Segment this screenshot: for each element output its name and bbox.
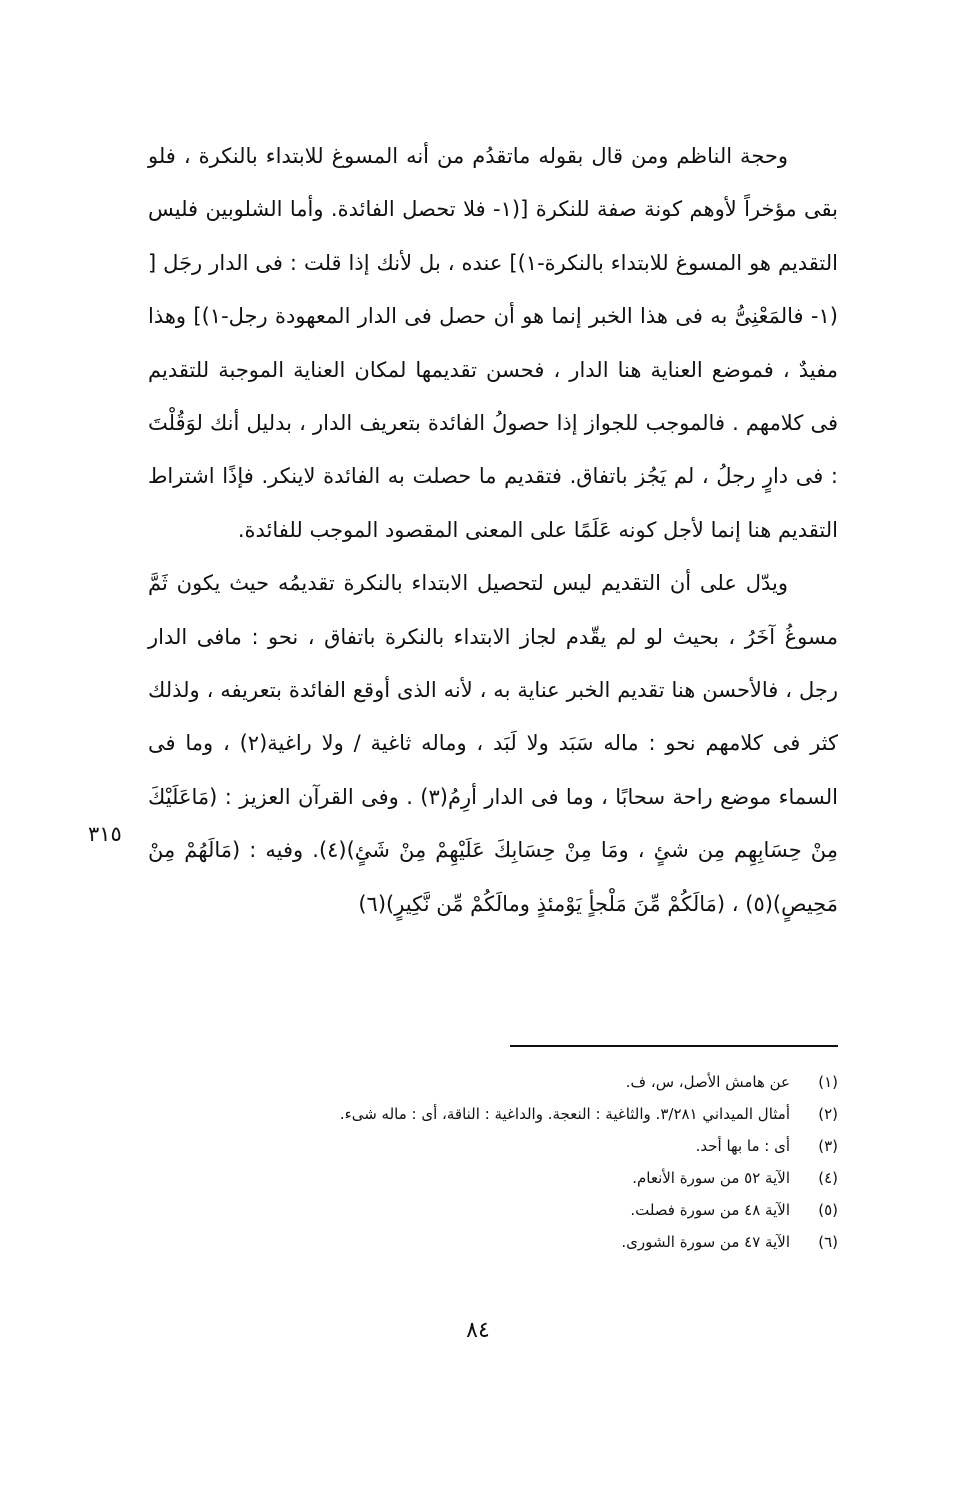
paragraph-1: وحجة الناظم ومن قال بقوله ماتقدُم من أنه المسوغ للابتداء بالنكرة ، فلو بقى مؤخراً لأوهم كونة صفة للنكرة [(١- فلا تحصل الفائدة. وأما الشلوبين فليس التقديم هو المسوغ للابتداء بالنكرة-١)] عنده ، بل لأنك إذا قلت : فى الدار رجَل [ (١- فالمَعْنِىُّ به فى هذا الخبر إنما هو أن حصل فى الدار المعهودة رجل-١)] وهذا مفيدٌ ، فموضع العناية هنا الدار ، فحسن تقديمها لمكان العناية الموجبة للتقديم فى كلامهم . فالموجب للجواز إذا حصولُ الفائدة بتعريف الدار ، بدليل أنك لوَقُلْتَ : فى دارٍ رجلُ ، لم يَجُز باتفاق. فتقديم ما حصلت به الفائدة لاينكر. فإذًا اشتراط التقديم هنا إنما لأجل كونه عَلَمًا على المعنى المقصود الموجب للفائدة. xyxy=(148,144,839,542)
footnote-item xyxy=(230,1194,838,1226)
footnote-number: (٣) xyxy=(818,1137,838,1155)
footnote-number: (٥) xyxy=(818,1201,838,1219)
footnote-text: الآية ٤٨ من سورة فصلت. xyxy=(630,1201,790,1219)
page-number: ٨٤ xyxy=(466,1318,490,1343)
footnote-number: (٦) xyxy=(818,1233,838,1251)
footnote-number: (٢) xyxy=(818,1105,838,1123)
footnote-number: (٤) xyxy=(818,1169,838,1187)
footnote-item xyxy=(230,1066,838,1098)
footnotes xyxy=(230,1066,838,1258)
footnote-separator xyxy=(510,1045,838,1047)
main-text xyxy=(148,130,838,931)
margin-manuscript-number: ٣١٥ xyxy=(88,822,122,846)
footnote-text: أى : ما بها أحد. xyxy=(695,1137,790,1155)
footnote-number: (١) xyxy=(818,1073,838,1091)
footnote-item xyxy=(230,1162,838,1194)
footnote-item xyxy=(230,1098,838,1130)
paragraph-2: ويدّل على أن التقديم ليس لتحصيل الابتداء بالنكرة تقديمُه حيث يكون ثَمَّ مسوغُ آخَرُ ، بحيث لو لم يقّدم لجاز الابتداء بالنكرة باتفاق ، نحو : مافى الدار رجل ، فالأحسن هنا تقديم الخبر عناية به ، لأنه الذى أوقع الفائدة بتعريفه ، ولذلك كثر فى كلامهم نحو : ماله سَبَد ولا لَبَد ، وماله ثاغية / ولا راغية(٢) ، وما فى السماء موضع راحة سحابًا ، وما فى الدار أرِمُ(٣) . وفى القرآن العزيز : (مَاعَلَيْكَ مِنْ حِسَابِهِم مِن شئٍ ، ومَا مِنْ حِسَابِكَ عَلَيْهِمْ مِنْ شَئٍ)(٤). وفيه : (مَالَهُمْ مِنْ مَحِيصٍ)(٥) ، (مَالَكُمْ مِّنَ مَلْجأٍ يَوْمئذٍ ومالَكُمْ مِّن نَّكِيرٍ)(٦) xyxy=(148,571,839,916)
footnote-text: عن هامش الأصل، س، ف. xyxy=(625,1073,790,1091)
footnote-text: الآية ٥٢ من سورة الأنعام. xyxy=(632,1169,790,1187)
footnote-item xyxy=(230,1226,838,1258)
footnote-text: أمثال الميداني ٣/٢٨١. والثاغية : النعجة. والداغية : الناقة، أى : ماله شىء. xyxy=(339,1105,790,1123)
footnote-item xyxy=(230,1130,838,1162)
footnote-text: الآية ٤٧ من سورة الشورى. xyxy=(621,1233,790,1251)
